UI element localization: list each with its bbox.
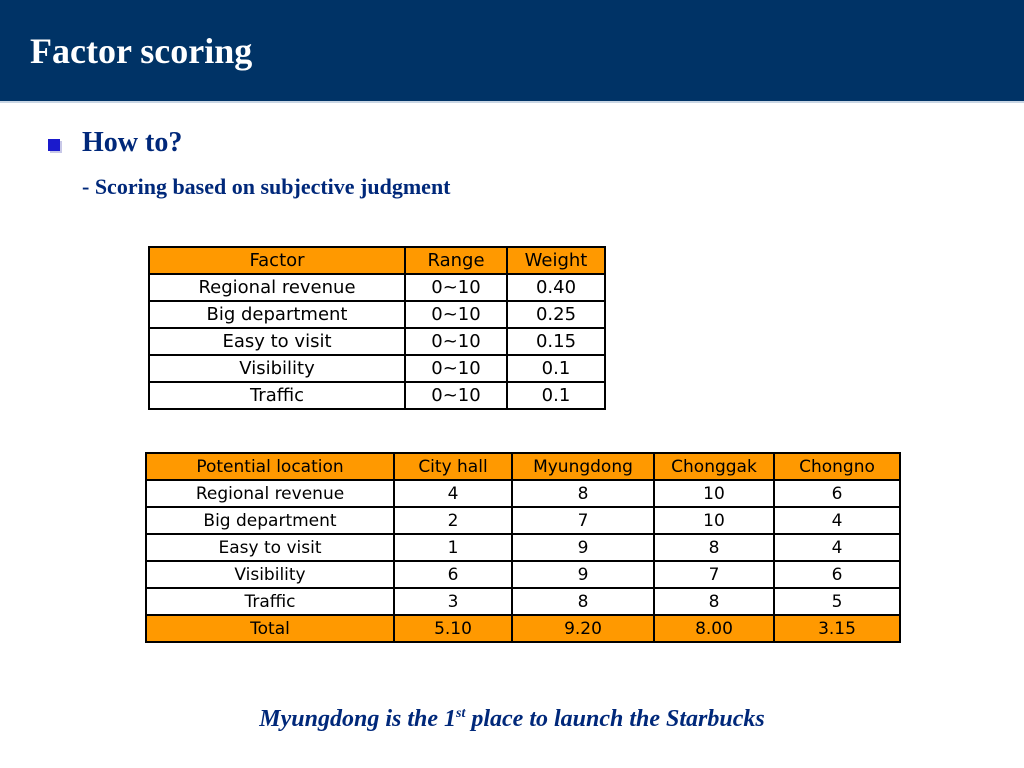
table-header-row xyxy=(149,247,605,274)
header-cell: Potential location xyxy=(146,453,394,480)
ordinal-suffix: st xyxy=(456,706,466,721)
table-cell: 0~10 xyxy=(405,382,507,409)
table-cell: 8 xyxy=(512,480,654,507)
table-cell: 3 xyxy=(394,588,512,615)
table-cell: 4 xyxy=(394,480,512,507)
table-cell: 5 xyxy=(774,588,900,615)
table-cell: 6 xyxy=(774,561,900,588)
table-cell: 1 xyxy=(394,534,512,561)
table-row xyxy=(146,561,900,588)
table-cell: 10 xyxy=(654,507,774,534)
conclusion-text xyxy=(0,706,1024,733)
table-row xyxy=(146,534,900,561)
table-cell: Easy to visit xyxy=(146,534,394,561)
table-row xyxy=(146,480,900,507)
slide-title: Factor scoring xyxy=(30,31,253,71)
header-cell: Myungdong xyxy=(512,453,654,480)
table-cell: 0.25 xyxy=(507,301,605,328)
table-cell: 0.15 xyxy=(507,328,605,355)
table-cell: 2 xyxy=(394,507,512,534)
table-cell: 0~10 xyxy=(405,301,507,328)
table-cell: 7 xyxy=(654,561,774,588)
header-cell: Chonggak xyxy=(654,453,774,480)
table-cell: 0~10 xyxy=(405,274,507,301)
table-row xyxy=(146,588,900,615)
table-cell: Big department xyxy=(149,301,405,328)
bullet-subtext: - Scoring based on subjective judgment xyxy=(82,174,451,199)
total-cell: 3.15 xyxy=(774,615,900,642)
table-row xyxy=(149,301,605,328)
table-row xyxy=(149,328,605,355)
table-row xyxy=(149,274,605,301)
header-cell: City hall xyxy=(394,453,512,480)
table-cell: 8 xyxy=(654,588,774,615)
table-cell: Visibility xyxy=(146,561,394,588)
table-cell: 6 xyxy=(394,561,512,588)
table-cell: 0.1 xyxy=(507,382,605,409)
table-cell: 4 xyxy=(774,534,900,561)
table-cell: 8 xyxy=(654,534,774,561)
table-cell: Traffic xyxy=(146,588,394,615)
conclusion-text-start: Myungdong is the 1 xyxy=(259,706,456,732)
table-cell: 9 xyxy=(512,534,654,561)
table-row xyxy=(149,355,605,382)
total-cell: 5.10 xyxy=(394,615,512,642)
table-cell: Easy to visit xyxy=(149,328,405,355)
table-cell: 4 xyxy=(774,507,900,534)
table-cell: 10 xyxy=(654,480,774,507)
total-cell: 9.20 xyxy=(512,615,654,642)
conclusion-text-end: place to launch the Starbucks xyxy=(465,706,765,732)
factor-weights-table xyxy=(148,246,606,410)
table-cell: Visibility xyxy=(149,355,405,382)
table-row xyxy=(149,382,605,409)
total-row xyxy=(146,615,900,642)
header-cell: Factor xyxy=(149,247,405,274)
header-cell: Chongno xyxy=(774,453,900,480)
table-cell: Big department xyxy=(146,507,394,534)
table-row xyxy=(146,507,900,534)
table-cell: Regional revenue xyxy=(149,274,405,301)
header-cell: Weight xyxy=(507,247,605,274)
header-cell: Range xyxy=(405,247,507,274)
table-cell: 0.40 xyxy=(507,274,605,301)
location-scores-table xyxy=(145,452,901,643)
table-cell: 0~10 xyxy=(405,328,507,355)
bullet-square-icon xyxy=(48,139,60,151)
table-cell: 9 xyxy=(512,561,654,588)
header-bar xyxy=(0,0,1024,103)
table-cell: Regional revenue xyxy=(146,480,394,507)
table-cell: 0.1 xyxy=(507,355,605,382)
total-cell: Total xyxy=(146,615,394,642)
table-cell: 7 xyxy=(512,507,654,534)
table-cell: 6 xyxy=(774,480,900,507)
bullet-heading: How to? xyxy=(82,127,183,158)
table-cell: 8 xyxy=(512,588,654,615)
table-header-row xyxy=(146,453,900,480)
table-cell: Traffic xyxy=(149,382,405,409)
total-cell: 8.00 xyxy=(654,615,774,642)
table-cell: 0~10 xyxy=(405,355,507,382)
